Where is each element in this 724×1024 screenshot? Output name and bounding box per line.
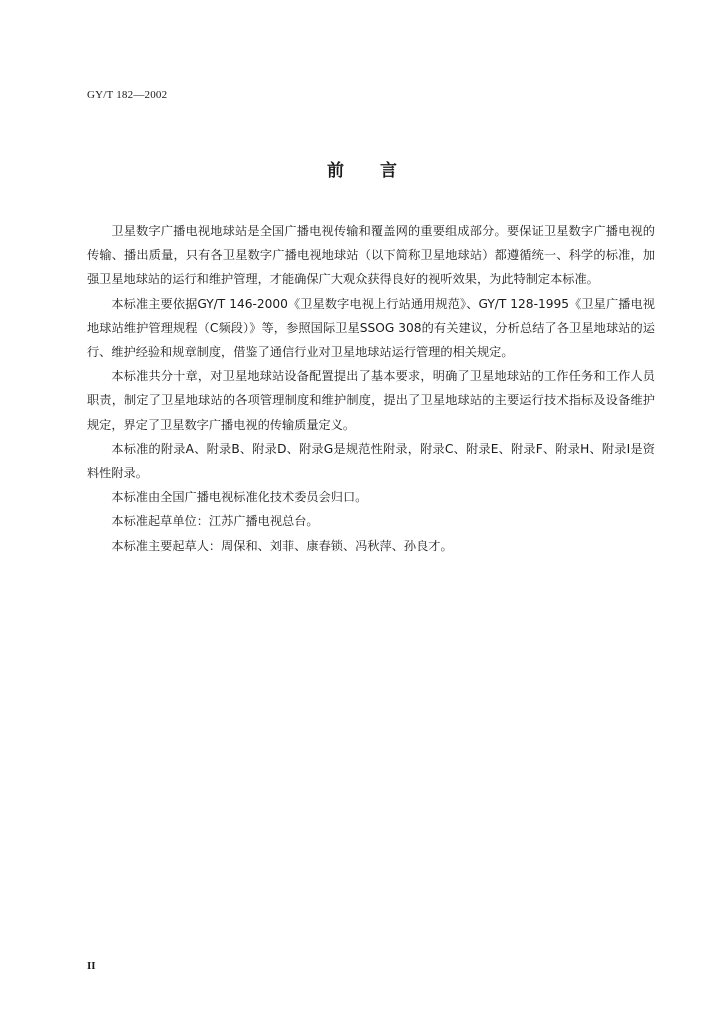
- paragraph-2: 本标准主要依据GY/T 146-2000《卫星数字电视上行站通用规范》、GY/T 128-1995《卫星广播电视地球站维护管理规程（C频段）》等，参照国际卫星SSOG 308的有关建议，分析总结了各卫星地球站的运行、维护经验和规章制度，借鉴了通信行业对卫星地球站运行管理的相关规定。: [87, 296, 655, 360]
- page-title: 前言: [327, 161, 433, 181]
- paragraph-7: 本标准主要起草人：周保和、刘菲、康春锁、冯秋萍、孙良才。: [111, 538, 453, 553]
- paragraph-6: 本标准起草单位：江苏广播电视总台。: [111, 514, 319, 529]
- paragraph-3: 本标准共分十章，对卫星地球站设备配置提出了基本要求，明确了卫星地球站的工作任务和工作人员职责，制定了卫星地球站的各项管理制度和维护制度，提出了卫星地球站的主要运行技术指标及设备维护规定，界定了卫星数字广播电视的传输质量定义。: [87, 369, 655, 432]
- standard-code-header: GY/T 182—2002: [87, 89, 168, 101]
- paragraph-1: 卫星数字广播电视地球站是全国广播电视传输和覆盖网的重要组成部分。要保证卫星数字广播电视的传输、播出质量，只有各卫星数字广播电视地球站（以下简称卫星地球站）都遵循统一、科学的标准，加强卫星地球站的运行和维护管理，才能确保广大观众获得良好的视听效果，为此特制定本标准。: [87, 224, 655, 287]
- foreword-body: [87, 219, 655, 558]
- paragraph-4: 本标准的附录A、附录B、附录D、附录G是规范性附录，附录C、附录E、附录F、附录H、附录I是资料性附录。: [87, 441, 655, 481]
- page-number: II: [87, 960, 96, 972]
- paragraph-5: 本标准由全国广播电视标准化技术委员会归口。: [111, 490, 368, 505]
